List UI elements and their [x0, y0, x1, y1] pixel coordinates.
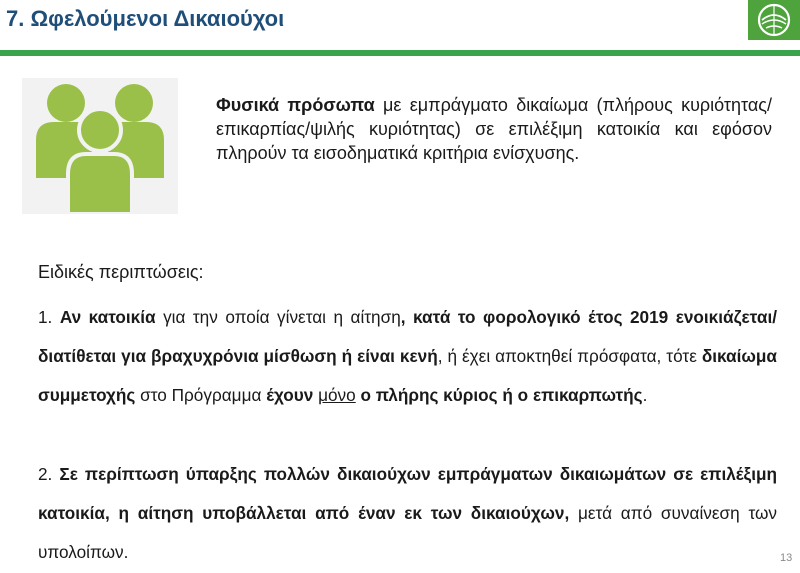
case-underlined-text: μόνο	[318, 385, 356, 405]
intro-bold-text: Φυσικά πρόσωπα	[216, 95, 375, 115]
case-number: 1.	[38, 307, 60, 327]
slide-title: 7. Ωφελούμενοι Δικαιούχοι	[6, 6, 285, 31]
case-bold-text: δικαίωμα συμμετοχής	[38, 346, 777, 405]
intro-paragraph	[216, 93, 772, 165]
case-bold-text: έχουν	[266, 385, 314, 405]
people-group-icon	[22, 78, 178, 214]
page-number: 13	[780, 552, 793, 564]
case-number: 2.	[38, 464, 60, 484]
case-bold-text: Σε περίπτωση ύπαρξης πολλών δικαιούχων εμπράγματων δικαιωμάτων σε επιλέξιμη κατοικία, η αίτηση υποβάλλεται από έναν εκ των δικαιούχων,	[38, 464, 777, 523]
intro-text: με εμπράγματο δικαίωμα (πλήρους κυριότητας/επικαρπίας/ψιλής κυριότητας) σε επιλέξιμη κατοικία και εφόσον πληρούν τα εισοδηματικά κριτήρια ενίσχυσης.	[216, 95, 772, 163]
case-text: για την οποία γίνεται η αίτηση	[155, 307, 401, 327]
case-text: στο Πρόγραμμα	[135, 385, 267, 405]
case-bold-text: ο πλήρης κύριος ή ο επικαρπωτής	[360, 385, 643, 405]
case-bold-text: Αν κατοικία	[59, 307, 156, 327]
case-text: , ή έχει αποκτηθεί πρόσφατα, τότε	[437, 346, 702, 366]
logo-emblem-icon	[748, 0, 800, 40]
case-text: μετά από συναίνεση των υπολοίπων.	[38, 503, 778, 562]
case-bold-text: , κατά το φορολογικό έτος 2019 ενοικιάζεται/διατίθεται για βραχυχρόνια μίσθωση ή είναι κενή	[38, 307, 777, 366]
special-case-2	[38, 455, 777, 572]
title-divider	[0, 50, 800, 56]
special-cases-heading: Ειδικές περιπτώσεις:	[38, 262, 204, 282]
case-text: .	[642, 385, 648, 405]
special-case-1	[38, 298, 777, 415]
